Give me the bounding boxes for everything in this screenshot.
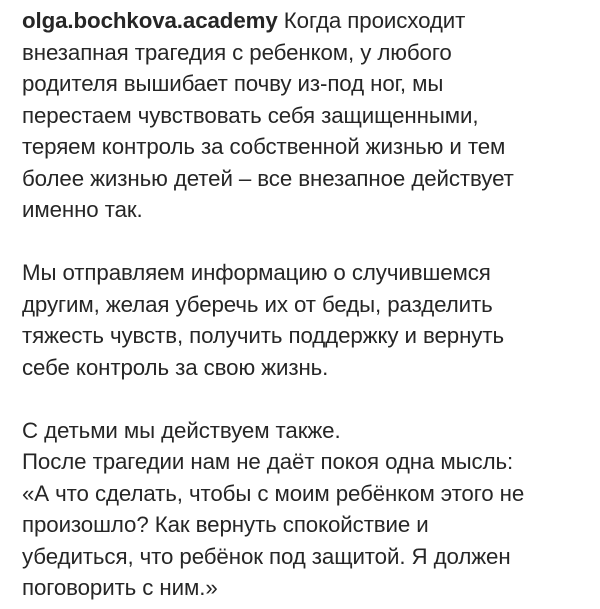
caption-line: теряем контроль за собственной жизнью и тем	[22, 134, 506, 159]
caption-line: себе контроль за свою жизнь.	[22, 354, 329, 380]
caption-line: «А что сделать, чтобы с моим ребёнком этого не	[22, 480, 525, 506]
caption-line: поговорить с ним.»	[22, 575, 218, 600]
caption-line: перестаем чувствовать себя защищенными,	[22, 102, 479, 128]
caption-line: внезапная трагедия с ребенком, у любого	[22, 39, 452, 65]
caption-line: тяжесть чувств, получить поддержку и вернуть	[22, 323, 504, 348]
caption-line: другим, желая уберечь их от беды, разделить	[22, 291, 493, 317]
caption-line: родителя вышибает почву из-под ног, мы	[22, 71, 444, 96]
author-username-link[interactable]: olga.bochkova.academy	[22, 8, 278, 33]
caption-line: произошло? Как вернуть спокойствие и	[22, 512, 429, 537]
caption-text: Когда происходит	[283, 8, 466, 33]
caption-line: более жизнью детей – все внезапное действует	[22, 165, 514, 191]
caption-line	[22, 5, 592, 37]
caption-paragraph	[22, 5, 592, 226]
caption-line: После трагедии нам не даёт покоя одна мысль:	[22, 449, 514, 474]
caption-line: С детьми мы действуем также.	[22, 417, 341, 443]
post-caption	[22, 5, 592, 604]
caption-line: Мы отправляем информацию о случившемся	[22, 260, 491, 285]
caption-paragraph	[22, 415, 592, 604]
caption-paragraph	[22, 257, 592, 383]
caption-line: именно так.	[22, 197, 143, 222]
caption-line: убедиться, что ребёнок под защитой. Я должен	[22, 543, 511, 569]
